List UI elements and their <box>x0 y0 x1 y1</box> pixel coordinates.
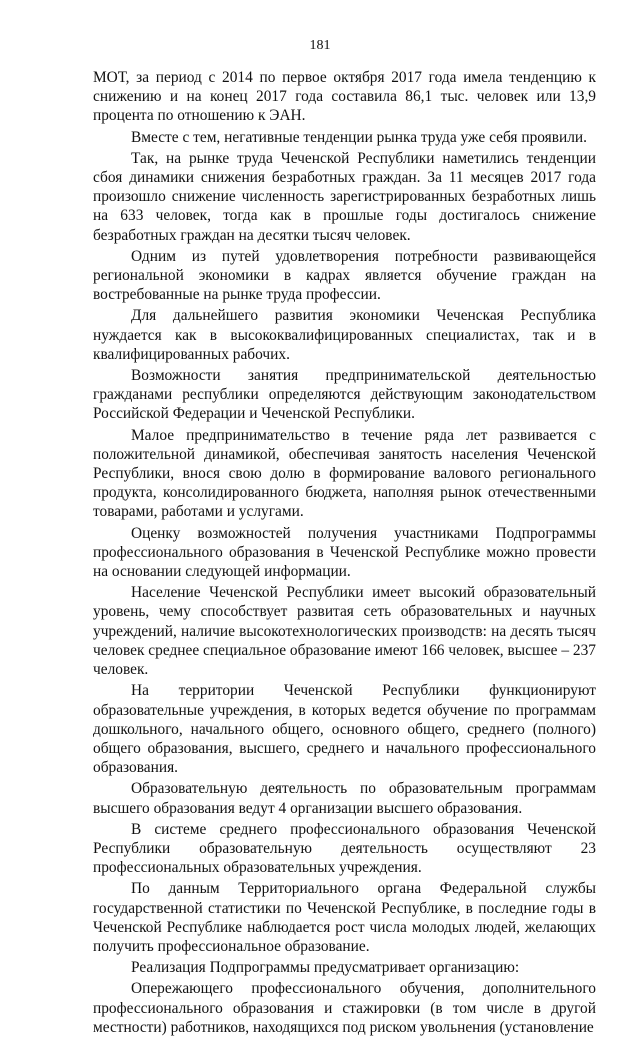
paragraph-11: Образовательную деятельность по образовательным программам высшего образования ведут 4 организации высшего образования. <box>93 780 596 817</box>
paragraph-5: Для дальнейшего развития экономики Чеченская Республика нуждается как в высококвалифицированных специалистах, так и в квалифицированных рабочих. <box>93 307 596 363</box>
paragraph-9: Население Чеченской Республики имеет высокий образовательный уровень, чему способствует развитая сеть образовательных и научных учреждений, наличие высокотехнологических производств: на десять тысяч человек среднее специальное образование имеют 166 человек, высшее – 237 человек. <box>93 584 596 679</box>
paragraph-1: МОТ, за период с 2014 по первое октября 2017 года имела тенденцию к снижению и на конец 2017 года составила 86,1 тыс. человек или 13,9 процента по отношению к ЭАН. <box>93 69 596 125</box>
paragraph-6: Возможности занятия предпринимательской деятельностью гражданами республики определяются действующим законодательством Российской Федерации и Чеченской Республики. <box>93 367 596 423</box>
paragraph-2: Вместе с тем, негативные тенденции рынка труда уже себя проявили. <box>131 128 588 146</box>
page-number: 181 <box>309 38 331 53</box>
paragraph-4: Одним из путей удовлетворения потребности развивающейся региональной экономики в кадрах является обучение граждан на востребованные на рынке труда профессии. <box>93 247 596 304</box>
paragraph-15: Опережающего профессионального обучения, дополнительного профессионального образования и стажировки (в том числе в другой местности) работников, находящихся под риском увольнения (установление <box>93 980 596 1036</box>
paragraph-14: Реализация Подпрограммы предусматривает организацию: <box>131 959 520 977</box>
paragraph-10: На территории Чеченской Республики функционируют образовательные учреждения, в которых ведется обучение по программам дошкольного, начального общего, основного общего, среднего (полного) общего образования, высшего, среднего и начального профессионального образования. <box>93 682 596 777</box>
paragraph-8: Оценку возможностей получения участниками Подпрограммы профессионального образования в Чеченской Республике можно провести на основании следующей информации. <box>93 524 596 581</box>
paragraph-13: По данным Территориального органа Федеральной службы государственной статистики по Чеченской Республике, в последние годы в Чеченской Республике наблюдается рост числа молодых людей, желающих получить профессиональное образование. <box>93 880 596 955</box>
paragraph-3: Так, на рынке труда Чеченской Республики наметились тенденции сбоя динамики снижения безработных граждан. За 11 месяцев 2017 года произошло снижение численность зарегистрированных безработных лишь на 633 человек, тогда как в прошлые годы достигалось снижение безработных граждан на десятки тысяч человек. <box>93 149 596 244</box>
paragraph-7: Малое предпринимательство в течение ряда лет развивается с положительной динамикой, обеспечивая занятость населения Чеченской Республики, внося свою долю в формирование валового регионального продукта, консолидированного бюджета, наполняя рынок отечественными товарами, работами и услугами. <box>93 426 596 521</box>
paragraph-12: В системе среднего профессионального образования Чеченской Республики образовательную деятельность осуществляют 23 профессиональных образовательных учреждения. <box>93 820 596 877</box>
document-body <box>93 68 596 1037</box>
